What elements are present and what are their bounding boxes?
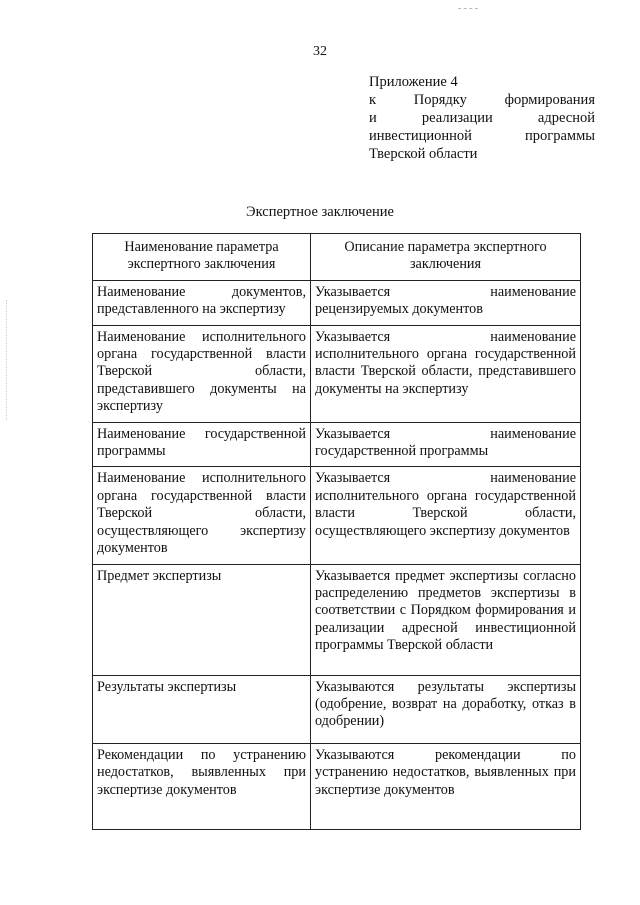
appendix-word: формирования <box>504 92 595 108</box>
table-cell-description: Указывается наименование исполнительного органа государственной власти Тверской области, осуществляющего экспертизу документов <box>311 467 581 564</box>
table-cell-parameter: Результаты экспертизы <box>93 675 311 743</box>
scan-artifact <box>458 8 478 10</box>
table-cell-description: Указывается наименование исполнительного органа государственной власти Тверской области, представившего документы на экспертизу <box>311 325 581 422</box>
table-cell-parameter: Наименование исполнительного органа государственной власти Тверской области, представившего документы на экспертизу <box>93 325 311 422</box>
table-cell-description: Указывается предмет экспертизы согласно распределению предметов экспертизы в соответствии с Порядком формирования и реализации адресной инвестиционной программы Тверской области <box>311 564 581 675</box>
table-cell-description: Указываются результаты экспертизы (одобрение, возврат на доработку, отказ в одобрении) <box>311 675 581 743</box>
appendix-line-2 <box>369 91 595 109</box>
appendix-word: к <box>369 92 377 108</box>
appendix-line-5 <box>369 145 595 163</box>
table-row <box>93 422 581 467</box>
table-cell-parameter: Наименование документов, представленного на экспертизу <box>93 280 311 325</box>
appendix-word: адресной <box>537 110 595 126</box>
table-cell-parameter: Рекомендации по устранению недостатков, выявленных при экспертизе документов <box>93 743 311 829</box>
table-row <box>93 467 581 564</box>
appendix-word: Порядку <box>413 92 467 108</box>
table-row <box>93 675 581 743</box>
expert-conclusion-table <box>92 233 581 830</box>
table-cell-description: Указываются рекомендации по устранению недостатков, выявленных при экспертизе документов <box>311 743 581 829</box>
appendix-word: и <box>369 110 377 126</box>
appendix-block <box>369 73 595 163</box>
table-header-row <box>93 234 581 281</box>
table-cell-parameter: Предмет экспертизы <box>93 564 311 675</box>
table-cell-description: Указывается наименование государственной программы <box>311 422 581 467</box>
document-title: Экспертное заключение <box>246 204 394 220</box>
table-row <box>93 564 581 675</box>
scan-edge-artifact <box>6 300 8 420</box>
appendix-line-3 <box>369 109 595 127</box>
table-row <box>93 325 581 422</box>
column-header-parameter-name: Наименование параметра экспертного заключения <box>93 234 311 281</box>
column-header-parameter-description: Описание параметра экспертного заключения <box>311 234 581 281</box>
appendix-word: реализации <box>421 110 493 126</box>
appendix-word: программы <box>525 128 595 144</box>
table-cell-parameter: Наименование исполнительного органа государственной власти Тверской области, осуществляющего экспертизу документов <box>93 467 311 564</box>
table-row <box>93 743 581 829</box>
appendix-line-4 <box>369 127 595 145</box>
table-row <box>93 280 581 325</box>
table-cell-description: Указывается наименование рецензируемых документов <box>311 280 581 325</box>
table-cell-parameter: Наименование государственной программы <box>93 422 311 467</box>
appendix-word: Приложение 4 <box>369 74 458 90</box>
appendix-word: инвестиционной <box>369 128 472 144</box>
appendix-line-1 <box>369 73 595 91</box>
appendix-word: Тверской области <box>369 146 478 162</box>
page-number: 32 <box>313 44 327 59</box>
